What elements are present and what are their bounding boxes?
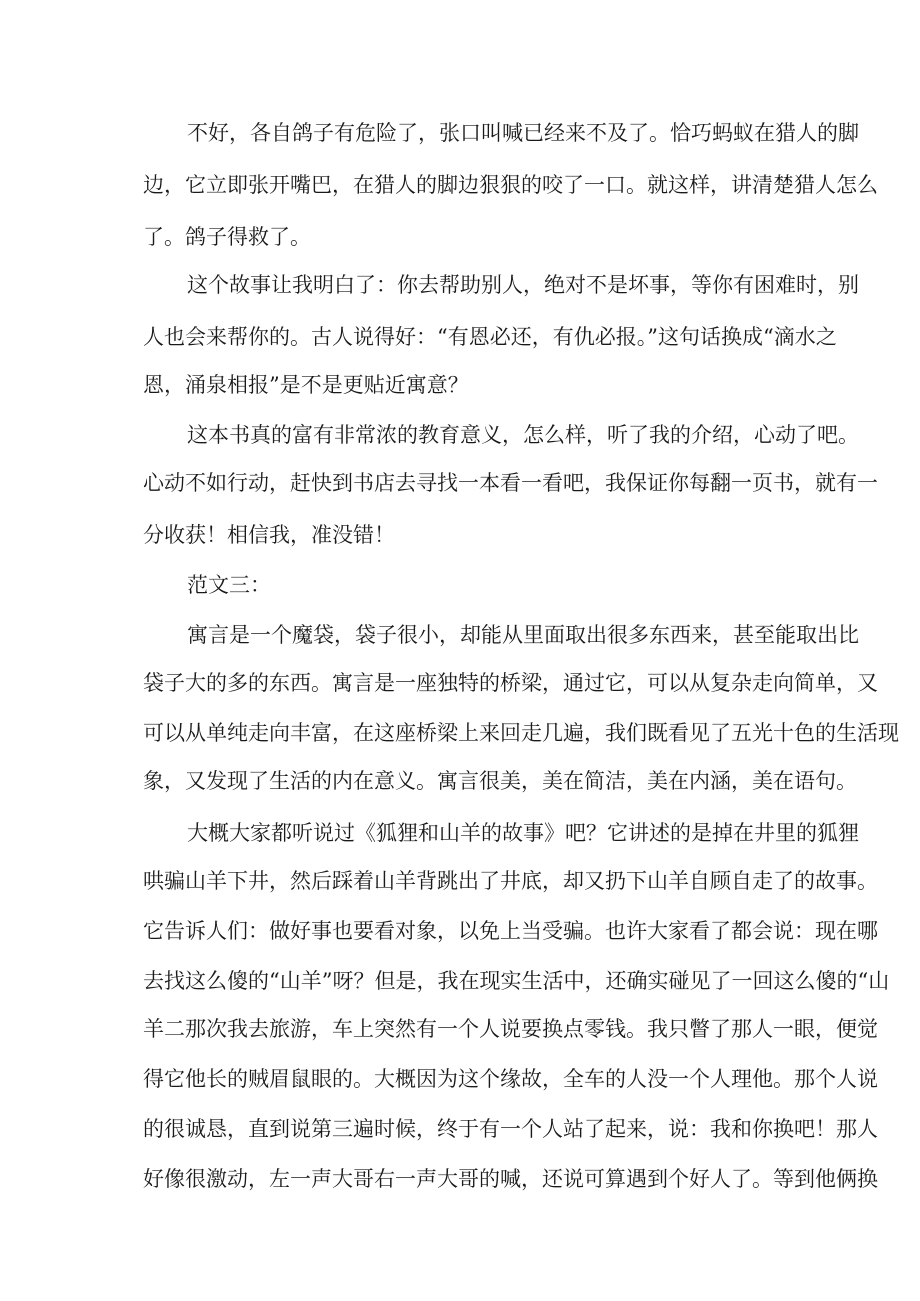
- paragraph-line: 的很诚恳，直到说第三遍时候，终于有一个人站了起来，说：我和你换吧！那人: [143, 1117, 878, 1141]
- paragraph-line: 了。鸽子得救了。: [143, 225, 311, 249]
- paragraph-line: 恩，涌泉相报”是不是更贴近寓意？: [143, 373, 469, 397]
- section-heading: 范文三：: [187, 573, 271, 597]
- paragraph-line: 袋子大的多的东西。寓言是一座独特的桥梁，通过它，可以从复杂走向简单，又: [143, 671, 878, 695]
- paragraph-line: 不好，各自鸽子有危险了，张口叫喊已经来不及了。恰巧蚂蚁在猎人的脚: [187, 121, 859, 145]
- paragraph-line: 心动不如行动，赶快到书店去寻找一本看一看吧，我保证你每翻一页书，就有一: [143, 471, 878, 495]
- paragraph-line: 边，它立即张开嘴巴，在猎人的脚边狠狠的咬了一口。就这样，讲清楚猎人怎么: [143, 173, 878, 197]
- paragraph-line: 哄骗山羊下井，然后踩着山羊背跳出了井底，却又扔下山羊自顾自走了的故事。: [143, 869, 878, 893]
- paragraph-line: 寓言是一个魔袋，袋子很小，却能从里面取出很多东西来，甚至能取出比: [187, 623, 859, 647]
- paragraph-line: 去找这么傻的“山羊”呀？但是，我在现实生活中，还确实碰见了一回这么傻的“山: [143, 969, 890, 993]
- paragraph-line: 好像很激动，左一声大哥右一声大哥的喊，还说可算遇到个好人了。等到他俩换: [143, 1167, 878, 1191]
- paragraph-line: 大概大家都听说过《狐狸和山羊的故事》吧？它讲述的是掉在井里的狐狸: [187, 821, 859, 845]
- paragraph-line: 人也会来帮你的。古人说得好：“有恩必还，有仇必报。”这句话换成“滴水之: [143, 325, 837, 349]
- paragraph-line: 得它他长的贼眉鼠眼的。大概因为这个缘故，全车的人没一个人理他。那个人说: [143, 1067, 878, 1091]
- paragraph-line: 这个故事让我明白了：你去帮助别人，绝对不是坏事，等你有困难时，别: [187, 273, 859, 297]
- paragraph-line: 象，又发现了生活的内在意义。寓言很美，美在简洁，美在内涵，美在语句。: [143, 769, 857, 793]
- paragraph-line: 可以从单纯走向丰富，在这座桥梁上来回走几遍，我们既看见了五光十色的生活现: [143, 721, 899, 745]
- paragraph-line: 分收获！相信我，准没错！: [143, 523, 395, 547]
- paragraph-line: 它告诉人们：做好事也要看对象，以免上当受骗。也许大家看了都会说：现在哪: [143, 919, 878, 943]
- paragraph-line: 这本书真的富有非常浓的教育意义，怎么样，听了我的介绍，心动了吧。: [187, 423, 859, 447]
- paragraph-line: 羊二那次我去旅游，车上突然有一个人说要换点零钱。我只瞥了那人一眼，便觉: [143, 1017, 878, 1041]
